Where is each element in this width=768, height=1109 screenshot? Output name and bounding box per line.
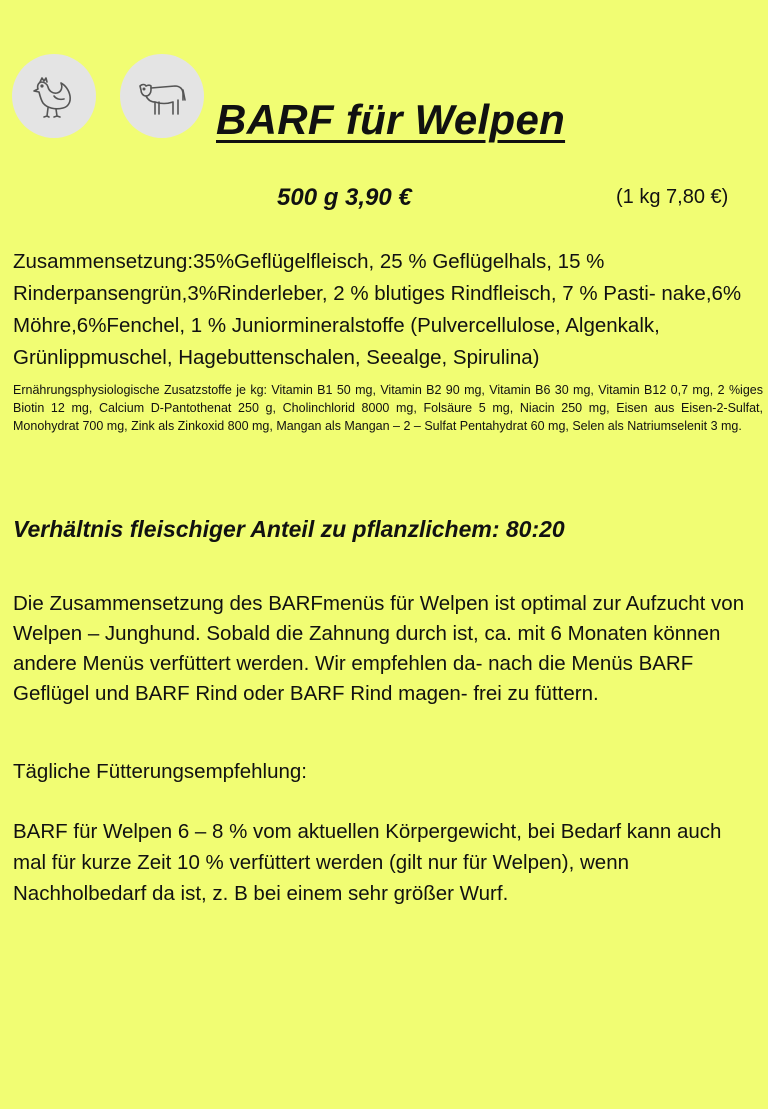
feeding-label: Tägliche Fütterungsempfehlung: xyxy=(13,760,308,783)
price: 500 g 3,90 € xyxy=(277,184,412,211)
chicken-icon xyxy=(12,54,96,138)
price-per-kg: (1 kg 7,80 €) xyxy=(616,186,729,208)
page-title: BARF für Welpen xyxy=(216,96,566,143)
composition-text: Zusammensetzung:35%Geflügelfleisch, 25 % Geflügelhals, 15 % Rinderpansengrün,3%Rinderleber, 2 % blutiges Rindfleisch, 7 % Pasti- nake,6% Möhre,6%Fenchel, 1 % Juniormineralstoffe (Pulvercellulose, Algenkalk, Grünlippmuschel, Hagebuttenschalen, Seealge, Spirulina) xyxy=(13,250,742,369)
ratio-heading: Verhältnis fleischiger Anteil zu pflanzlichem: 80:20 xyxy=(13,516,565,542)
additives-text: Ernährungsphysiologische Zusatzstoffe je kg: Vitamin B1 50 mg, Vitamin B2 90 mg, Vitamin B6 30 mg, Vitamin B12 0,7 mg, 2 %iges Biotin 12 mg, Calcium D-Pantothenat 250 g, Cholinchlorid 8000 mg, Folsäure 5 mg, Niacin 250 mg, Eisen aus Eisen-2-Sulfat, Monohydrat 700 mg, Zink als Zinkoxid 800 mg, Mangan als Mangan – 2 – Sulfat Pentahydrat 60 mg, Selen als Natriumselenit 3 mg. xyxy=(13,383,763,433)
feeding-text: BARF für Welpen 6 – 8 % vom aktuellen Körpergewicht, bei Bedarf kann auch mal für kurze Zeit 10 % verfüttert werden (gilt nur für Welpen), wenn Nachholbedarf da ist, z. B bei einem sehr größer Wurf. xyxy=(13,820,722,905)
cow-icon xyxy=(120,54,204,138)
description-text: Die Zusammensetzung des BARFmenüs für Welpen ist optimal zur Aufzucht von Welpen – Junghund. Sobald die Zahnung durch ist, ca. mit 6 Monaten können andere Menüs verfüttert werden. Wir empfehlen da- nach die Menüs BARF Geflügel und BARF Rind oder BARF Rind magen- frei zu füttern. xyxy=(13,592,745,705)
